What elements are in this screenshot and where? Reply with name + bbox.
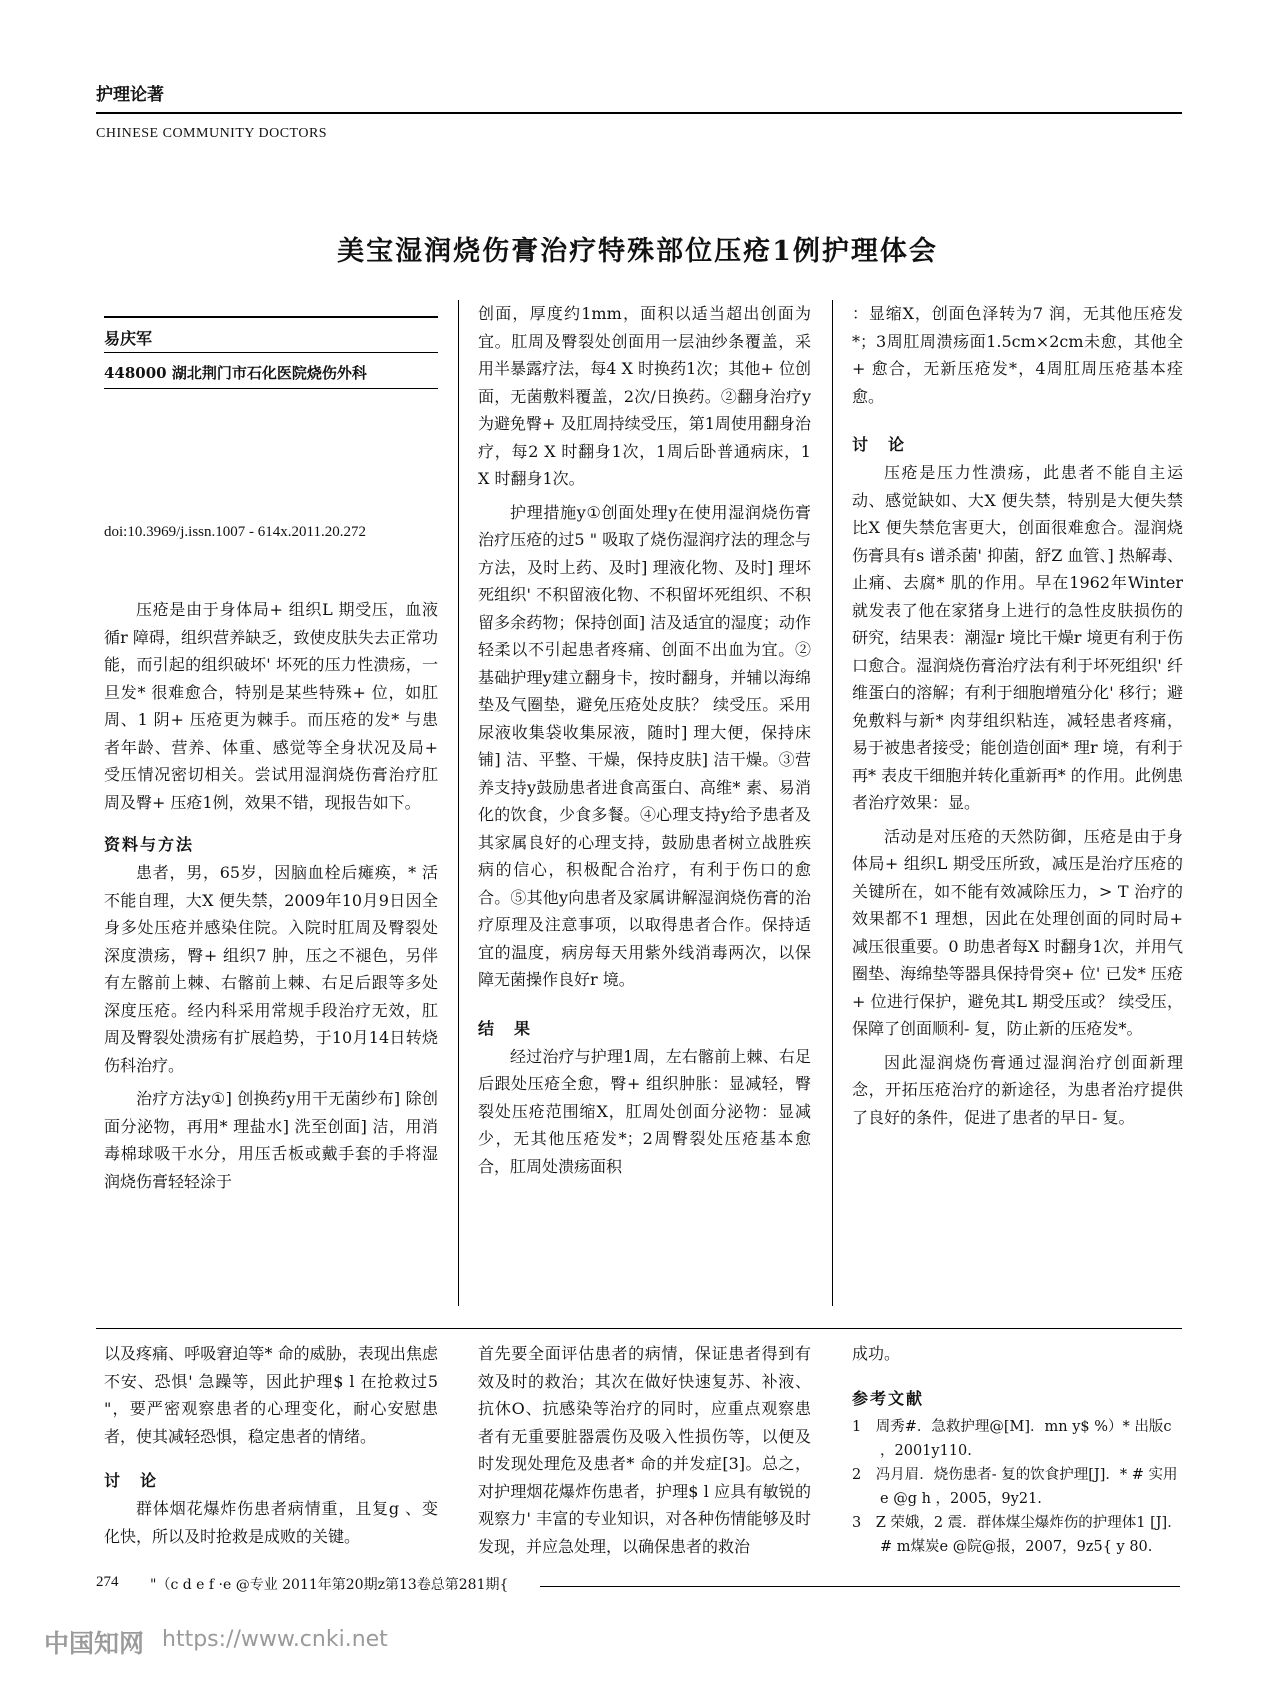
discussion-paragraph-2: 活动是对压疮的天然防御，压疮是由于身体局+ 组织L 期受压所致，减压是治疗压疮的关键所在，如不能有效减除压力，> T 治疗的效果都不1 理想，因此在处理创面的同时局+ 减压很重要。0 助患者每X 时翻身1次，并用气圈垫、海绵垫等器具保持骨突+ 位' 已发* 压疮+ 位进行保护，避免其L 期受压或？ 续受压，保障了创面顺利- 复，防止新的压疮发*。 bbox=[852, 826, 1183, 1038]
article-separator bbox=[96, 1328, 1182, 1329]
references-heading: 参考文献 bbox=[852, 1388, 925, 1408]
section-label: 护理论著 bbox=[96, 85, 164, 105]
article-col-3 bbox=[852, 300, 1183, 1131]
author-rule-bottom bbox=[104, 388, 438, 389]
next-col1-paragraph: 以及疼痛、呼吸窘迫等* 命的威胁，表现出焦虑不安、恐惧' 急躁等，因此护理$ l 在抢救过5 "，要严密观察患者的心理变化，耐心安慰患者，使其减轻恐惧，稳定患者的情绪。 bbox=[104, 1344, 438, 1446]
footer-rule bbox=[540, 1586, 1180, 1587]
results-heading: 结 果 bbox=[478, 1018, 533, 1038]
reference-item: 3 Z 荣娥，2 震．群体煤尘爆炸伤的护理体1 [J]．# m煤炭e @院@报，2007，9z5{ y 80. bbox=[852, 1514, 1182, 1555]
next-discussion-paragraph: 群体烟花爆炸伤患者病情重，且复g 、变化快，所以及时抢救是成败的关键。 bbox=[104, 1499, 438, 1546]
col2-paragraph-1: 创面，厚度约1mm，面积以适当超出创面为宜。肛周及臀裂处创面用一层油纱条覆盖，采用半暴露疗法，每4 X 时换药1次；其他+ 位创面，无菌敷料覆盖，2次/日换药。②翻身治疗y为避免臀+ 及肛周持续受压，第1周使用翻身治疗，每2 X 时翻身1次，1周后卧普通病床，1 X 时翻身1次。 bbox=[478, 304, 811, 488]
next-article-col-3 bbox=[852, 1340, 1183, 1559]
next-col2-paragraph: 首先要全面评估患者的病情，保证患者得到有效及时的救治；其次在做好快速复苏、补液、抗休O、抗感染等治疗的同时，应重点观察患者有无重要脏器震伤及吸入性损伤等，以便及时发现处理危及患者* 命的并发症[3]。总之，对护理烟花爆炸伤患者，护理$ l 应具有敏锐的观察力' 丰富的专业知识，对各种伤情能够及时发现，并应急处理，以确保患者的救治 bbox=[478, 1344, 811, 1556]
author-rule-mid bbox=[104, 352, 438, 353]
discussion-paragraph-1: 压疮是压力性溃疡，此患者不能自主运动、感觉缺如、大X 便失禁，特别是大便失禁比X 便失禁危害更大，创面很难愈合。湿润烧伤膏具有s 谱杀菌' 抑菌，舒Z 血管、] 热解毒、止痛、去腐* 肌的作用。早在1962年Winter就发表了他在家猪身上进行的急性皮肤损伤的研究，结果表：潮湿r 境比干燥r 境更有利于伤口愈合。湿润烧伤膏治疗法有利于坏死组织' 纤维蛋白的溶解；有利于细胞增殖分化' 移行；避免敷料与新* 肉芽组织粘连，减轻患者疼痛，易于被患者接受；能创造创面* 理r 境，有利于再* 表皮干细胞并转化重新再* 的作用。此例患者治疗效果：显。 bbox=[852, 463, 1183, 812]
journal-name-en: CHINESE COMMUNITY DOCTORS bbox=[96, 126, 328, 141]
cnki-url-link[interactable]: https://www.cnki.net bbox=[162, 1627, 388, 1652]
affiliation: 448000 湖北荆门市石化医院烧伤外科 bbox=[104, 364, 367, 382]
intro-paragraph: 压疮是由于身体局+ 组织L 期受压，血液循r 障碍，组织营养缺乏，致使皮肤失去正常功能，而引起的组织破坏' 坏死的压力性溃疡，一旦发* 很难愈合，特别是某些特殊+ 位，如肛周、1 阴+ 压疮更为棘手。而压疮的发* 与患者年龄、营养、体重、感觉等全身状况及局+ 受压情况密切相关。尝试用湿润烧伤膏治疗肛周及臀+ 压疮1例，效果不错，现报告如下。 bbox=[104, 600, 438, 812]
page-number: 274 bbox=[96, 1574, 119, 1590]
column-divider bbox=[458, 300, 459, 1306]
header-rule bbox=[96, 112, 1182, 114]
article-col-2 bbox=[478, 300, 811, 1180]
treatment-paragraph: 治疗方法y①] 创换药y用干无菌纱布] 除创面分泌物，再用* 理盐水] 洗至创面] 洁，用消毒棉球吸干水分，用压舌板或戴手套的手将湿润烧伤膏轻轻涂于 bbox=[104, 1089, 438, 1191]
article-title: 美宝湿润烧伤膏治疗特殊部位压疮1例护理体会 bbox=[337, 236, 938, 267]
article-col-1 bbox=[104, 596, 438, 1195]
discussion-heading: 讨 论 bbox=[852, 435, 907, 454]
reference-item: 2 冯月眉．烧伤患者- 复的饮食护理[J]．* # 实用e @g h ，2005，9y21. bbox=[852, 1466, 1178, 1507]
author-rule-top bbox=[104, 316, 438, 318]
column-divider bbox=[832, 300, 833, 1306]
next-col3-paragraph: 成功。 bbox=[852, 1344, 901, 1363]
author: 易庆军 bbox=[104, 329, 153, 348]
next-discussion-heading: 讨 论 bbox=[104, 1471, 159, 1490]
journal-issue-info: "（c d e f ·e @专业 2011年第20期z第13卷总第281期{ bbox=[150, 1577, 509, 1593]
col3-paragraph-1: ：显缩X，创面色泽转为7 润，无其他压疮发*；3周肛周溃疡面1.5cm×2cm未愈，其他全+ 愈合，无新压疮发*，4周肛周压疮基本痊愈。 bbox=[852, 304, 1183, 406]
next-article-col-2 bbox=[478, 1340, 811, 1560]
doi: doi:10.3969/j.issn.1007 - 614x.2011.20.272 bbox=[104, 524, 366, 540]
next-article-col-1 bbox=[104, 1340, 438, 1550]
results-paragraph: 经过治疗与护理1周，左右髂前上棘、右足后跟处压疮全愈，臀+ 组织肿胀：显减轻，臀裂处压疮范围缩X，肛周处创面分泌物：显减少，无其他压疮发*；2周臀裂处压疮基本愈合，肛周处溃疡面积 bbox=[478, 1046, 811, 1176]
nursing-measures-paragraph: 护理措施y①创面处理y在使用湿润烧伤膏治疗压疮的过5 " 吸取了烧伤湿润疗法的理念与方法，及时上药、及时] 理液化物、及时] 理坏死组织' 不积留液化物、不积留坏死组织、不积留多余药物；保持创面] 洁及适宜的湿度；动作轻柔以不引起患者疼痛、创面不出血为宜。②基础护理y建立翻身卡，按时翻身，并辅以海绵垫及气圈垫，避免压疮处皮肤？ 续受压。采用尿液收集袋收集尿液，随时] 理大便，保持床铺] 洁、平整、干燥，保持皮肤] 洁干燥。③营养支持y鼓励患者进食高蛋白、高维* 素、易消化的饮食，少食多餐。④心理支持y给予患者及其家属良好的心理支持，鼓励患者树立战胜疾病的信心，积极配合治疗，有利于伤口的愈合。⑤其他y向患者及家属讲解湿润烧伤膏的治疗原理及注意事项，以取得患者合作。保持适宜的温度，病房每天用紫外线消毒两次，以保障无菌操作良好r 境。 bbox=[478, 502, 811, 989]
reference-item: 1 周秀#．急救护理@[M]．mn y$ %）* 出版c ，2001y110. bbox=[852, 1418, 1172, 1459]
discussion-paragraph-3: 因此湿润烧伤膏通过湿润治疗创面新理念，开拓压疮治疗的新途径，为患者治疗提供了良好的条件，促进了患者的早日- 复。 bbox=[852, 1052, 1183, 1127]
cnki-logo[interactable]: 中国知网 bbox=[44, 1629, 145, 1658]
case-paragraph: 患者，男，65岁，因脑血栓后瘫痪，* 活不能自理，大X 便失禁，2009年10月9日因全身多处压疮并感染住院。入院时肛周及臀裂处深度溃疡，臀+ 组织7 肿，压之不褪色，另伴有左髂前上棘、右髂前上棘、右足后跟等多处深度压疮。经内科采用常规手段治疗无效，肛周及臀裂处溃疡有扩展趋势，于10月14日转烧伤科治疗。 bbox=[104, 863, 438, 1075]
methods-heading: 资料与方法 bbox=[104, 835, 195, 854]
